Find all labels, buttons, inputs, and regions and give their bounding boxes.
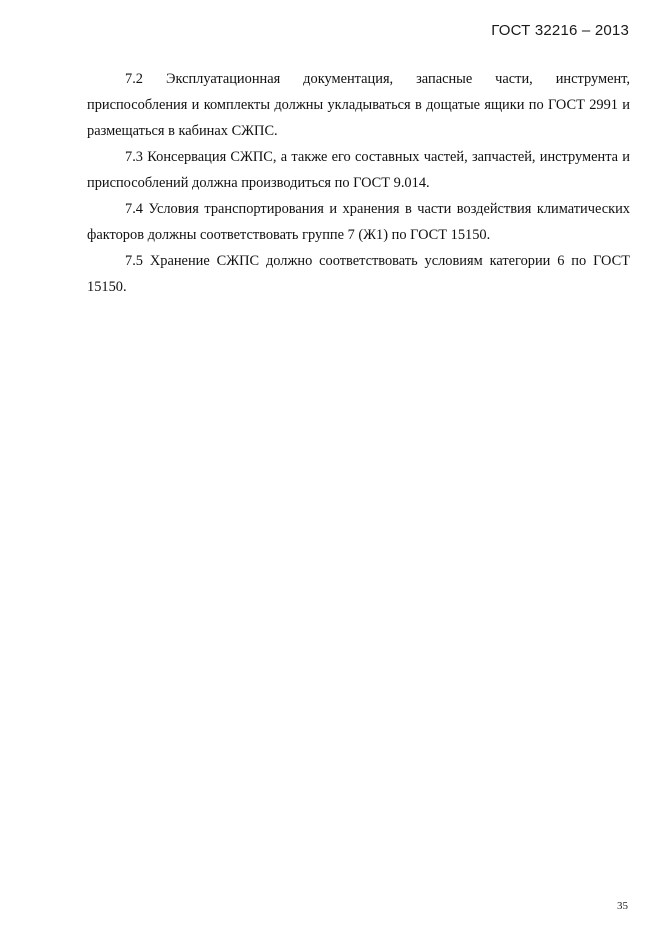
paragraph-text: Условия транспортирования и хранения в части воздействия климатических факторов должны соответствовать группе 7 (Ж1) по ГОСТ 15150. xyxy=(87,201,630,243)
paragraph-7-2 xyxy=(87,66,630,144)
paragraph-text: Хранение СЖПС должно соответствовать условиям категории 6 по ГОСТ 15150. xyxy=(87,253,630,295)
paragraph-text: Консервация СЖПС, а также его составных частей, запчастей, инструмента и приспособлений должна производиться по ГОСТ 9.014. xyxy=(87,149,630,191)
paragraph-number: 7.4 xyxy=(125,201,143,217)
page-number: 35 xyxy=(617,900,628,912)
paragraph-7-3 xyxy=(87,144,630,196)
document-header: ГОСТ 32216 – 2013 xyxy=(491,22,629,39)
paragraph-number: 7.2 xyxy=(125,71,143,87)
document-body xyxy=(87,66,630,300)
paragraph-number: 7.5 xyxy=(125,253,143,269)
paragraph-text: Эксплуатационная документация, запасные части, инструмент, приспособления и комплекты должны укладываться в дощатые ящики по ГОСТ 2991 и размещаться в кабинах СЖПС. xyxy=(87,71,630,139)
paragraph-number: 7.3 xyxy=(125,149,143,165)
paragraph-7-5 xyxy=(87,248,630,300)
paragraph-7-4 xyxy=(87,196,630,248)
